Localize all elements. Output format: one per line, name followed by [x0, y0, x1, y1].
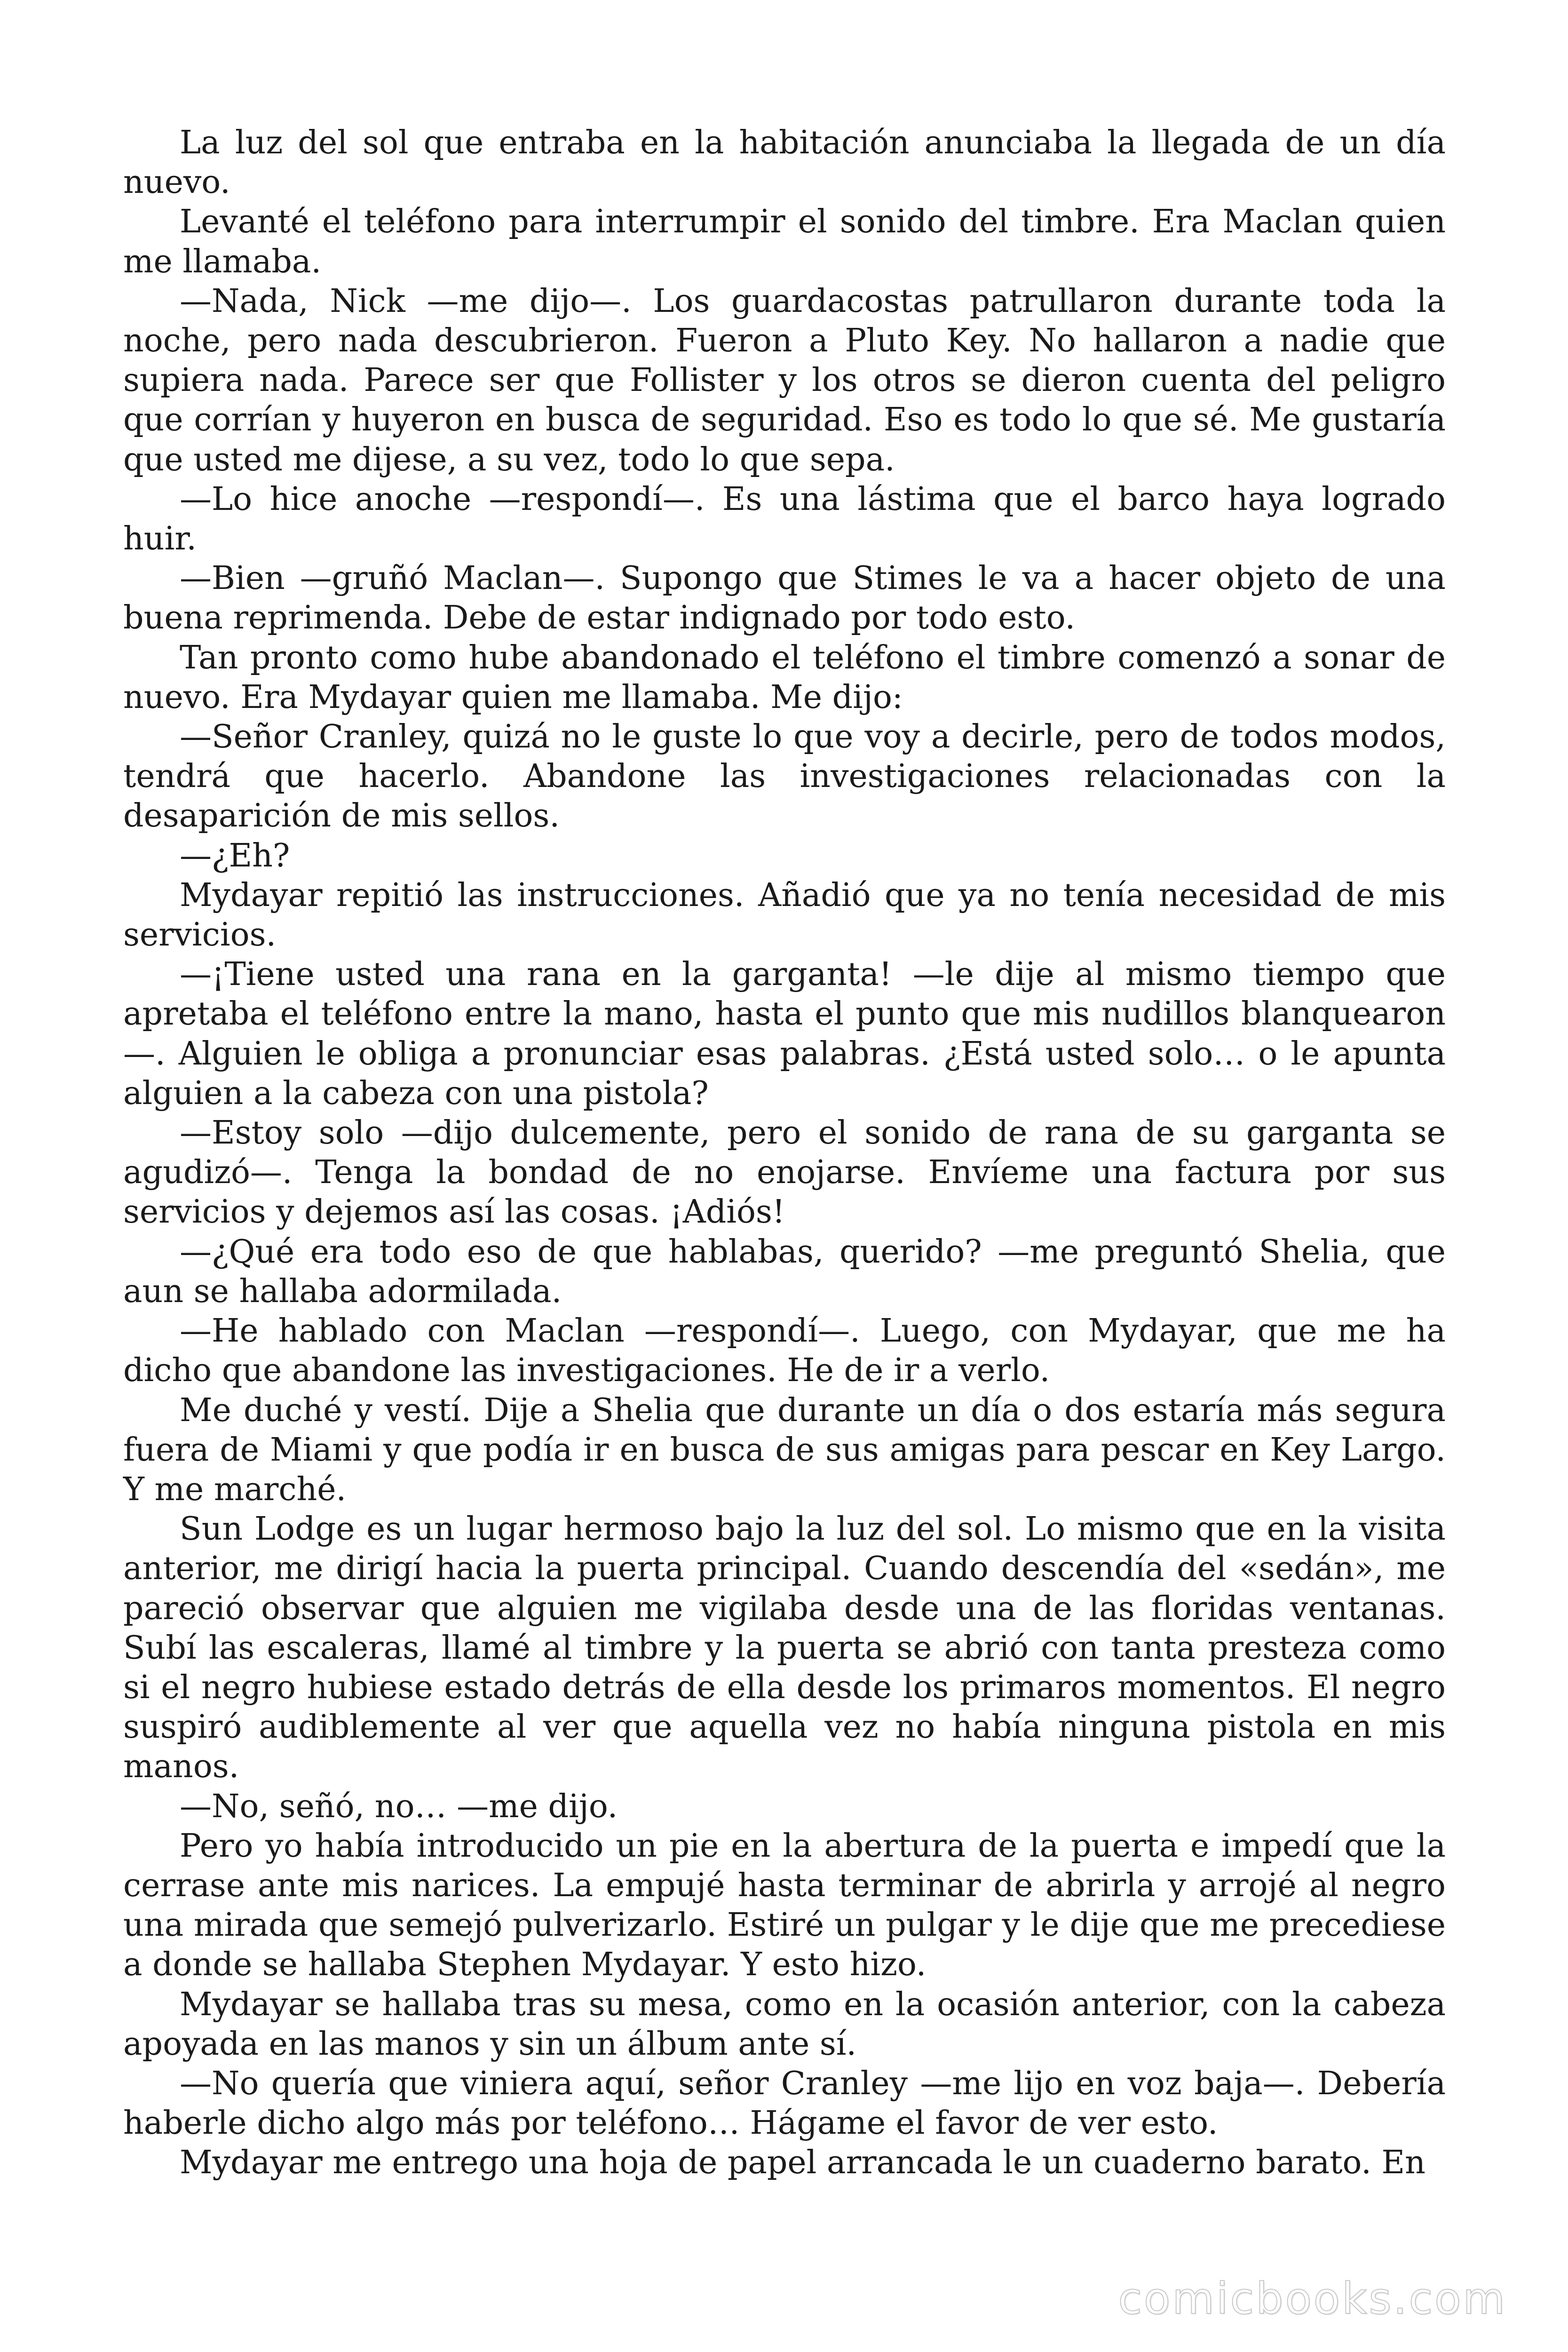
paragraph: —No quería que viniera aquí, señor Cranley —me lijo en voz baja—. Debería haberle dicho algo más por teléfono… Hágame el favor de ver esto. — [123, 2065, 1446, 2142]
paragraph: —Nada, Nick —me dijo—. Los guardacostas patrullaron durante toda la noche, pero nada descubrieron. Fueron a Pluto Key. No hallaron a nadie que supiera nada. Parece ser que Follister y los otros se dieron cuenta del peligro que corrían y huyeron en busca de seguridad. Eso es todo lo que sé. Me gustaría que usted me dijese, a su vez, todo lo que sepa. — [123, 282, 1446, 478]
page-body — [123, 123, 1446, 2183]
paragraph: —¿Qué era todo eso de que hablabas, querido? —me preguntó Shelia, que aun se hallaba adormilada. — [123, 1233, 1446, 1310]
paragraph: La luz del sol que entraba en la habitación anunciaba la llegada de un día nuevo. — [123, 124, 1446, 201]
paragraph: Mydayar me entrego una hoja de papel arrancada le un cuaderno barato. En — [180, 2144, 1425, 2182]
paragraph: —No, señó, no… —me dijo. — [180, 1788, 618, 1825]
paragraph: Tan pronto como hube abandonado el teléfono el timbre comenzó a sonar de nuevo. Era Mydayar quien me llamaba. Me dijo: — [123, 639, 1446, 716]
paragraph: —¡Tiene usted una rana en la garganta! —le dije al mismo tiempo que apretaba el teléfono entre la mano, hasta el punto que mis nudillos blanquearon—. Alguien le obliga a pronunciar esas palabras. ¿Está usted solo… o le apunta alguien a la cabeza con una pistola? — [123, 956, 1446, 1112]
paragraph: —Señor Cranley, quizá no le guste lo que voy a decirle, pero de todos modos, tendrá que hacerlo. Abandone las investigaciones relacionadas con la desaparición de mis sellos. — [123, 718, 1446, 835]
watermark: comicbooks.com — [1118, 2273, 1507, 2324]
paragraph: Levanté el teléfono para interrumpir el sonido del timbre. Era Maclan quien me llamaba. — [123, 203, 1446, 280]
paragraph: Me duché y vestí. Dije a Shelia que durante un día o dos estaría más segura fuera de Miami y que podía ir en busca de sus amigas para pescar en Key Largo. Y me marché. — [123, 1391, 1446, 1508]
paragraph: Mydayar se hallaba tras su mesa, como en la ocasión anterior, con la cabeza apoyada en las manos y sin un álbum ante sí. — [123, 1986, 1446, 2063]
paragraph: Sun Lodge es un lugar hermoso bajo la luz del sol. Lo mismo que en la visita anterior, me dirigí hacia la puerta principal. Cuando descendía del «sedán», me pareció observar que alguien me vigilaba desde una de las floridas ventanas. Subí las escaleras, llamé al timbre y la puerta se abrió con tanta presteza como si el negro hubiese estado detrás de ella desde los primaros momentos. El negro suspiró audiblemente al ver que aquella vez no había ninguna pistola en mis manos. — [123, 1510, 1446, 1786]
paragraph: Pero yo había introducido un pie en la abertura de la puerta e impedí que la cerrase ante mis narices. La empujé hasta terminar de abrirla y arrojé al negro una mirada que semejó pulverizarlo. Estiré un pulgar y le dije que me precediese a donde se hallaba Stephen Mydayar. Y esto hizo. — [123, 1827, 1446, 1984]
paragraph: —Lo hice anoche —respondí—. Es una lástima que el barco haya logrado huir. — [123, 480, 1446, 558]
paragraph: —Bien —gruñó Maclan—. Supongo que Stimes le va a hacer objeto de una buena reprimenda. Debe de estar indignado por todo esto. — [123, 560, 1446, 637]
paragraph: Mydayar repitió las instrucciones. Añadió que ya no tenía necesidad de mis servicios. — [123, 876, 1446, 954]
paragraph: —He hablado con Maclan —respondí—. Luego, con Mydayar, que me ha dicho que abandone las investigaciones. He de ir a verlo. — [123, 1312, 1446, 1390]
paragraph: —Estoy solo —dijo dulcemente, pero el sonido de rana de su garganta se agudizó—. Tenga la bondad de no enojarse. Envíeme una factura por sus servicios y dejemos así las cosas. ¡Adiós! — [123, 1114, 1446, 1231]
paragraph: —¿Eh? — [180, 837, 290, 874]
